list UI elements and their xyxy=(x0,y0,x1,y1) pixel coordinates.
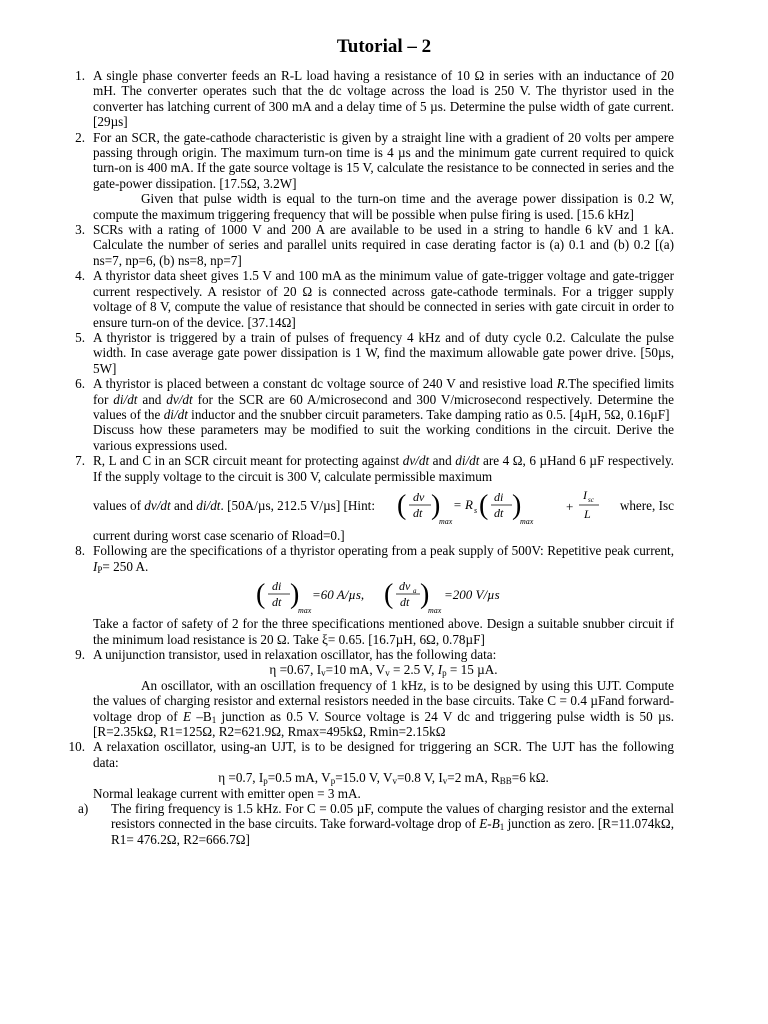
ujt-data: η =0.7, $I_p=0.5$ mA, $V_p=15.0$ V, $V_v=0.8$ V, $I_v=2$ mA, $R_{BB}=6$ kΩ. xyxy=(218,770,549,787)
page-title: Tutorial – 2 xyxy=(336,36,432,57)
frac-numerator: di xyxy=(271,579,281,594)
problem-list xyxy=(0,68,768,847)
formula-part: =200 V/µs xyxy=(443,587,500,603)
left-paren: ( xyxy=(383,579,393,611)
frac-denominator: L xyxy=(583,506,591,521)
problem-text: The firing frequency is 1.5 kHz. For C = 0.05 µF, compute the values of charging resistor and the external resistors connected in the base circuits. Take forward-voltage drop of $E-B_1$ junction as zero. [R=11.074kΩ, R1= 476.2Ω, R2=666.7Ω] xyxy=(111,801,674,847)
frac-numerator: dv xyxy=(398,579,410,594)
left-paren: ( xyxy=(255,579,265,611)
ujt-data: η =0.67, $I_v=10$ mA, $V_v = 2.5$ V, $I_p = 15$ µA. xyxy=(269,662,498,679)
a-subscript: a xyxy=(412,587,416,596)
frac-denominator: dt xyxy=(399,595,409,610)
problem-text: current during worst case scenario of Rload=0.] xyxy=(93,527,345,543)
problem-7 xyxy=(0,453,674,543)
s-subscript: s xyxy=(474,505,478,515)
equals-rs: = R xyxy=(453,496,474,512)
problem-number: 3. xyxy=(75,222,85,238)
problem-number: 9. xyxy=(75,647,85,662)
max-subscript: max xyxy=(439,516,453,526)
hint-line: values of dv/dt and di/dt. [50A/µs, 212.5 V/µs] [Hint: ( dv dt ) max = R s ( di dt ) max + I sc L where, Isc xyxy=(93,484,674,528)
frac-denominator: dt xyxy=(413,505,423,520)
didt-dvdt-formula xyxy=(254,574,514,616)
problem-1 xyxy=(0,68,674,130)
part-label: a) xyxy=(78,801,89,817)
right-paren: ) xyxy=(512,489,522,521)
problem-text: Normal leakage current with emitter open = 3 mA. xyxy=(93,785,361,801)
problem-number: 10. xyxy=(68,739,85,755)
problem-text: R, L and C in an SCR circuit meant for protecting against dv/dt and di/dt are 4 Ω, 6 µHand 6 µF respectively. If the supply voltage to the circuit is 300 V, calculate permissible maximum xyxy=(93,453,674,484)
right-paren: ) xyxy=(289,579,299,611)
problem-number: 5. xyxy=(75,329,85,345)
problem-text: Discuss how these parameters may be modified to suit the working conditions in the circuit. Derive the various expressions used. xyxy=(93,422,674,453)
problem-text: A relaxation oscillator, using-an UJT, is to be designed for triggering an SCR. The UJT has the following data: xyxy=(93,739,674,770)
problem-text: For an SCR, the gate-cathode characteristic is given by a straight line with a gradient of 20 volts per ampere passing through origin. The maximum turn-on time is 4 µs and the minimum gate current required to quick turn-on is 400 mA. If the gate source voltage is 15 V, calculate the resistance to be connected in series and the gate-power dissipation. [17.5Ω, 3.2W] xyxy=(93,129,674,191)
problem-text: Given that pulse width is equal to the turn-on time and the average power dissipation is 0.2 W, compute the maximum triggering frequency that will be possible when pulse firing is used. [15.6 kHz] xyxy=(93,191,674,222)
problem-10-part-a xyxy=(0,801,674,847)
problem-number: 7. xyxy=(75,453,85,469)
frac-denominator: dt xyxy=(271,595,281,610)
problem-number: 2. xyxy=(75,129,85,145)
isc-fraction xyxy=(566,484,600,528)
problem-number: 4. xyxy=(75,268,85,284)
frac-numerator: dv xyxy=(413,489,425,504)
frac-numerator: di xyxy=(494,489,504,504)
plus-sign: + xyxy=(565,498,573,514)
formula-part: =60 A/µs, xyxy=(311,587,364,603)
problem-text: SCRs with a rating of 1000 V and 200 A are available to be used in a string to handle 6 kV and 1 kA. Calculate the number of series and parallel units required in case derating factor is (a) 0.1 and (b) 0.2 [(a) ns=7, np=6, (b) ns=8, np=7] xyxy=(93,222,674,268)
left-paren: ( xyxy=(479,489,489,521)
problem-10 xyxy=(0,739,674,801)
problem-2 xyxy=(0,130,674,222)
sc-subscript: sc xyxy=(587,495,594,504)
right-paren: ) xyxy=(419,579,429,611)
max-subscript: max xyxy=(427,606,441,616)
right-paren: ) xyxy=(431,489,441,521)
problem-text: A thyristor is triggered by a train of pulses of frequency 4 kHz and of duty cycle 0.2. Calculate the pulse width. In case average gate power dissipation is 1 W, find the maximum allowable gate power drive. [50µs, 5W] xyxy=(93,329,674,376)
problem-9 xyxy=(0,647,674,739)
problem-number: 1. xyxy=(75,68,85,83)
problem-text: A single phase converter feeds an R-L load having a resistance of 10 Ω in series with an inductance of 20 mH. The converter operates such that the dc voltage across the load is 250 V. The thyristor used in the converter has latching current of 300 mA and a delay time of 5 µs. Determine the pulse width of gate current. [29µs] xyxy=(93,68,674,130)
frac-numerator: I xyxy=(582,487,587,502)
problem-5 xyxy=(0,330,674,376)
problem-text: Take a factor of safety of 2 for the three specifications mentioned above. Design a suitable snubber circuit if the minimum load resistance is 20 Ω. Take ξ= 0.65. [16.7µH, 6Ω, 0.78µF] xyxy=(93,616,674,647)
problem-number: 8. xyxy=(75,543,85,559)
problem-number: 6. xyxy=(75,376,85,392)
max-subscript: max xyxy=(520,516,534,526)
problem-3 xyxy=(0,222,674,268)
problem-text: An oscillator, with an oscillation frequency of 1 kHz, is to be designed by using this UJT. Compute the values of charging resistor and external resistors needed in the base circuits. Take C = 0.4 µFand forward-voltage drop of E $-B_1$ junction as 0.5 V. Source voltage is 24 V dc and triggering pulse width is 50 µs. [R=2.35kΩ, R1=125Ω, R2=621.9Ω, Rmax=495kΩ, Rmin=2.15kΩ xyxy=(93,677,675,740)
left-paren: ( xyxy=(397,489,407,521)
problem-text: A thyristor is placed between a constant dc voltage source of 240 V and resistive load R.The specified limits for di/dt and dv/dt for the SCR are 60 A/microsecond and 300 V/microsecond respectively. Determine the values of the di/dt inductor and the snubber circuit parameters. Take damping ratio as 0.5. [4µH, 5Ω, 0.16µF] xyxy=(93,376,674,422)
problem-text: A unijunction transistor, used in relaxation oscillator, has the following data: xyxy=(93,647,497,662)
problem-6 xyxy=(0,376,674,453)
problem-4 xyxy=(0,268,674,330)
max-subscript: max xyxy=(297,606,311,616)
hint-formula xyxy=(395,484,545,528)
problem-text: A thyristor data sheet gives 1.5 V and 100 mA as the minimum value of gate-trigger voltage and gate-trigger current respectively. A resistor of 20 Ω is connected across gate-cathode terminals. For a trigger supply voltage of 8 V, compute the value of resistance that should be connected in series with gate circuit in order to ensure turn-on of the device. [37.14Ω] xyxy=(93,268,674,330)
problem-8 xyxy=(0,543,674,647)
problem-text: Following are the specifications of a thyristor operating from a peak supply of 500V: Repetitive peak current, $I_P= 250$ A. xyxy=(93,543,674,575)
spec-formula xyxy=(93,574,674,616)
frac-denominator: dt xyxy=(494,505,504,520)
